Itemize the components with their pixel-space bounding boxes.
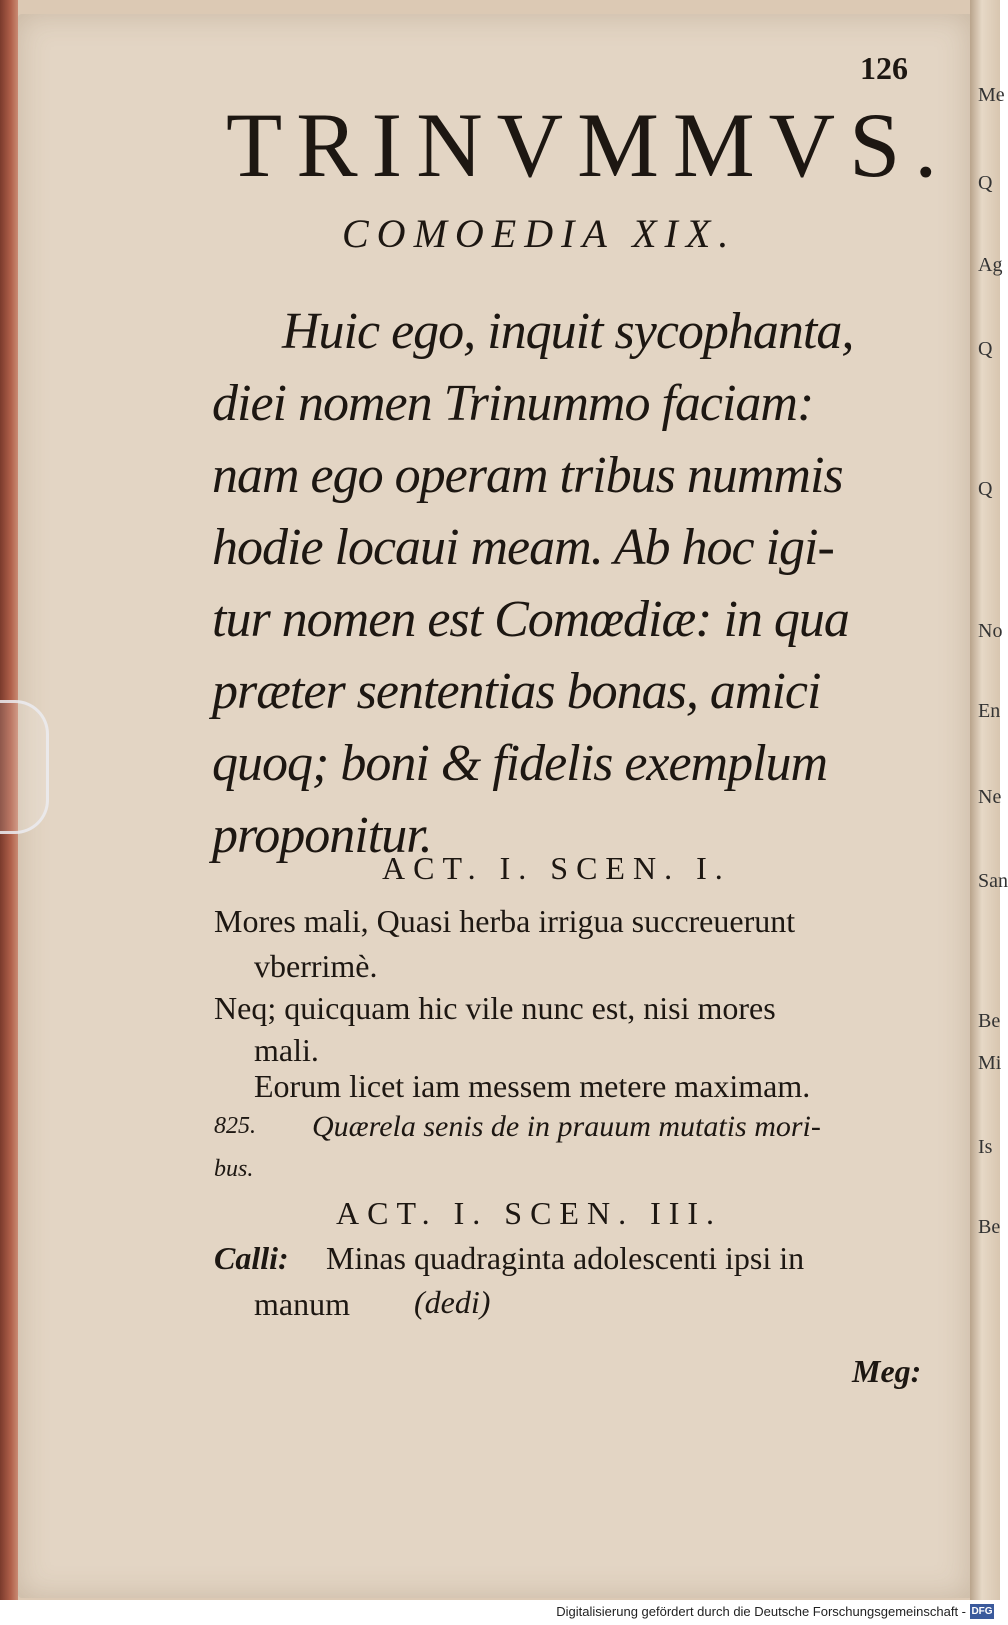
page-number: 126 [860, 50, 908, 86]
facing-page-fragment: San [978, 870, 1008, 892]
funding-credit: Digitalisierung gefördert durch die Deutsche Forschungsgemeinschaft - [556, 1604, 966, 1619]
argument-paragraph [212, 296, 932, 872]
facing-page-fragment: En [978, 700, 1001, 722]
facing-page-fragment: Q [978, 478, 993, 500]
argument-line: diei nomen Trinummo faciam: [212, 375, 814, 432]
argument-line: nam ego operam tribus nummis [212, 447, 843, 504]
dfg-logo: DFG [971, 1606, 993, 1617]
play-subtitle: COMOEDIA XIX. [342, 211, 737, 256]
verse-line: manum [254, 1286, 350, 1322]
facing-page-fragment: Ag [978, 254, 1003, 276]
facing-page-fragment: Q [978, 172, 993, 194]
facing-page-fragment: Be [978, 1010, 1001, 1032]
facing-page-fragment: Is [978, 1136, 993, 1158]
argument-line: tur nomen est Comœdiæ: in qua [212, 591, 849, 648]
facing-page-fragment: Me [978, 84, 1005, 106]
facing-page-fragment: Q [978, 338, 993, 360]
catchword: Meg: [852, 1353, 922, 1389]
verse-line: Eorum licet iam messem metere maximam. [254, 1068, 811, 1104]
page-clip [0, 700, 49, 834]
argument-line: proponitur. [212, 807, 432, 864]
verse-line: Mores mali, Quasi herba irrigua succreuerunt [214, 903, 796, 939]
argument-line: præter sententias bonas, amici [212, 663, 821, 720]
play-title: TRINVMMVS. [226, 94, 952, 196]
facing-page-fragment: No [978, 620, 1003, 642]
argument-line: hodie locaui meam. Ab hoc igi- [212, 519, 834, 576]
verse-line: Neq; quicquam hic vile nunc est, nisi mores [214, 990, 776, 1026]
act-heading: ACT. I. SCEN. III. [336, 1195, 723, 1231]
marginal-note: Quærela senis de in prauum mutatis mori- [312, 1110, 821, 1143]
facing-page-fragment: Be [978, 1216, 1001, 1238]
speaker-name: Calli: [214, 1240, 289, 1276]
facing-page-fragment: Mi [978, 1052, 1002, 1074]
verse-line: mali. [254, 1032, 319, 1068]
marginal-note-continued: bus. [214, 1156, 254, 1182]
act-heading: ACT. I. SCEN. I. [382, 850, 731, 886]
line-number: 825. [214, 1113, 256, 1139]
verse-line: Minas quadraginta adolescenti ipsi in [326, 1240, 805, 1276]
argument-line: quoq; boni & fidelis exemplum [212, 735, 828, 792]
verse-line: vberrimè. [254, 948, 378, 984]
handwritten-addition: (dedi) [414, 1284, 491, 1320]
facing-page-fragment: Ne [978, 786, 1002, 808]
argument-line: Huic ego, inquit sycophanta, [282, 303, 854, 360]
footer-bar [0, 1600, 1000, 1625]
